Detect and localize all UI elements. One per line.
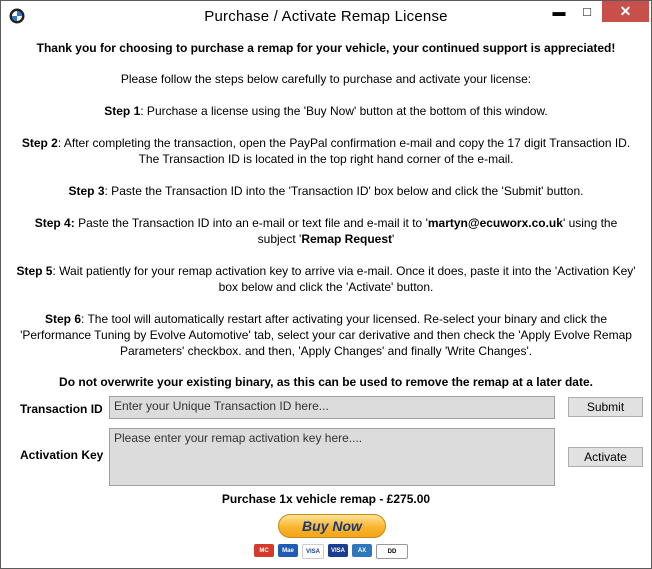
maximize-button[interactable]	[573, 1, 601, 22]
content-area	[8, 32, 644, 562]
payment-cards	[254, 544, 408, 558]
maestro-icon: Mae	[278, 544, 298, 557]
intro-text: Please follow the steps below carefully to purchase and activate your license:	[120, 72, 532, 86]
activation-key-input[interactable]: Please enter your remap activation key here....	[109, 428, 555, 486]
activate-button[interactable]: Activate	[568, 447, 643, 467]
step-6: Step 6: The tool will automatically restart after activating your licensed. Re-select your binary and click the 'Performance Tuning by Evolve Automotive' tab, select your car derivative and then check the 'Apply Evolve Remap Parameters' checkbox. and then, 'Apply Changes' and finally 'Write Changes'.	[20, 312, 632, 358]
step-1: Step 1: Purchase a license using the 'Buy Now' button at the bottom of this window.	[104, 104, 548, 118]
minimize-button[interactable]	[545, 1, 573, 22]
transaction-id-label: Transaction ID	[20, 402, 103, 416]
maximize-icon: □	[583, 4, 591, 19]
visa-icon: VISA	[302, 544, 324, 559]
close-icon: ✕	[619, 3, 632, 19]
visa-electron-icon: VISA	[328, 544, 348, 557]
price-text: Purchase 1x vehicle remap - £275.00	[221, 492, 431, 506]
minimize-icon: ▬	[552, 4, 566, 19]
title-bar[interactable]	[1, 1, 651, 31]
amex-icon: AX	[352, 544, 372, 557]
window-title: Purchase / Activate Remap License	[204, 8, 448, 25]
mastercard-icon: MC	[254, 544, 274, 557]
activation-key-label: Activation Key	[20, 448, 104, 462]
direct-debit-icon: DD	[376, 544, 408, 559]
submit-button[interactable]: Submit	[568, 397, 643, 417]
step-5: Step 5: Wait patiently for your remap activation key to arrive via e-mail. Once it does, paste it into the 'Activation Key' box below and click the 'Activate' button.	[16, 264, 636, 294]
warning-text: Do not overwrite your existing binary, as this can be used to remove the remap at a later date.	[59, 375, 593, 389]
buy-now-button[interactable]: Buy Now	[278, 514, 386, 538]
step-4: Step 4: Paste the Transaction ID into an e-mail or text file and e-mail it to 'martyn@ecuworx.co.uk' using the subject 'Remap Request'	[34, 216, 618, 246]
close-button[interactable]	[602, 1, 649, 22]
transaction-id-input[interactable]: Enter your Unique Transaction ID here...	[109, 396, 555, 419]
step-3: Step 3: Paste the Transaction ID into the 'Transaction ID' box below and click the 'Submit' button.	[68, 184, 584, 198]
step-2: Step 2: After completing the transaction, open the PayPal confirmation e-mail and copy the 17 digit Transaction ID. The Transaction ID is located in the top right hand corner of the e-mail.	[21, 136, 631, 166]
thanks-text: Thank you for choosing to purchase a remap for your vehicle, your continued support is appreciated!	[36, 41, 616, 55]
